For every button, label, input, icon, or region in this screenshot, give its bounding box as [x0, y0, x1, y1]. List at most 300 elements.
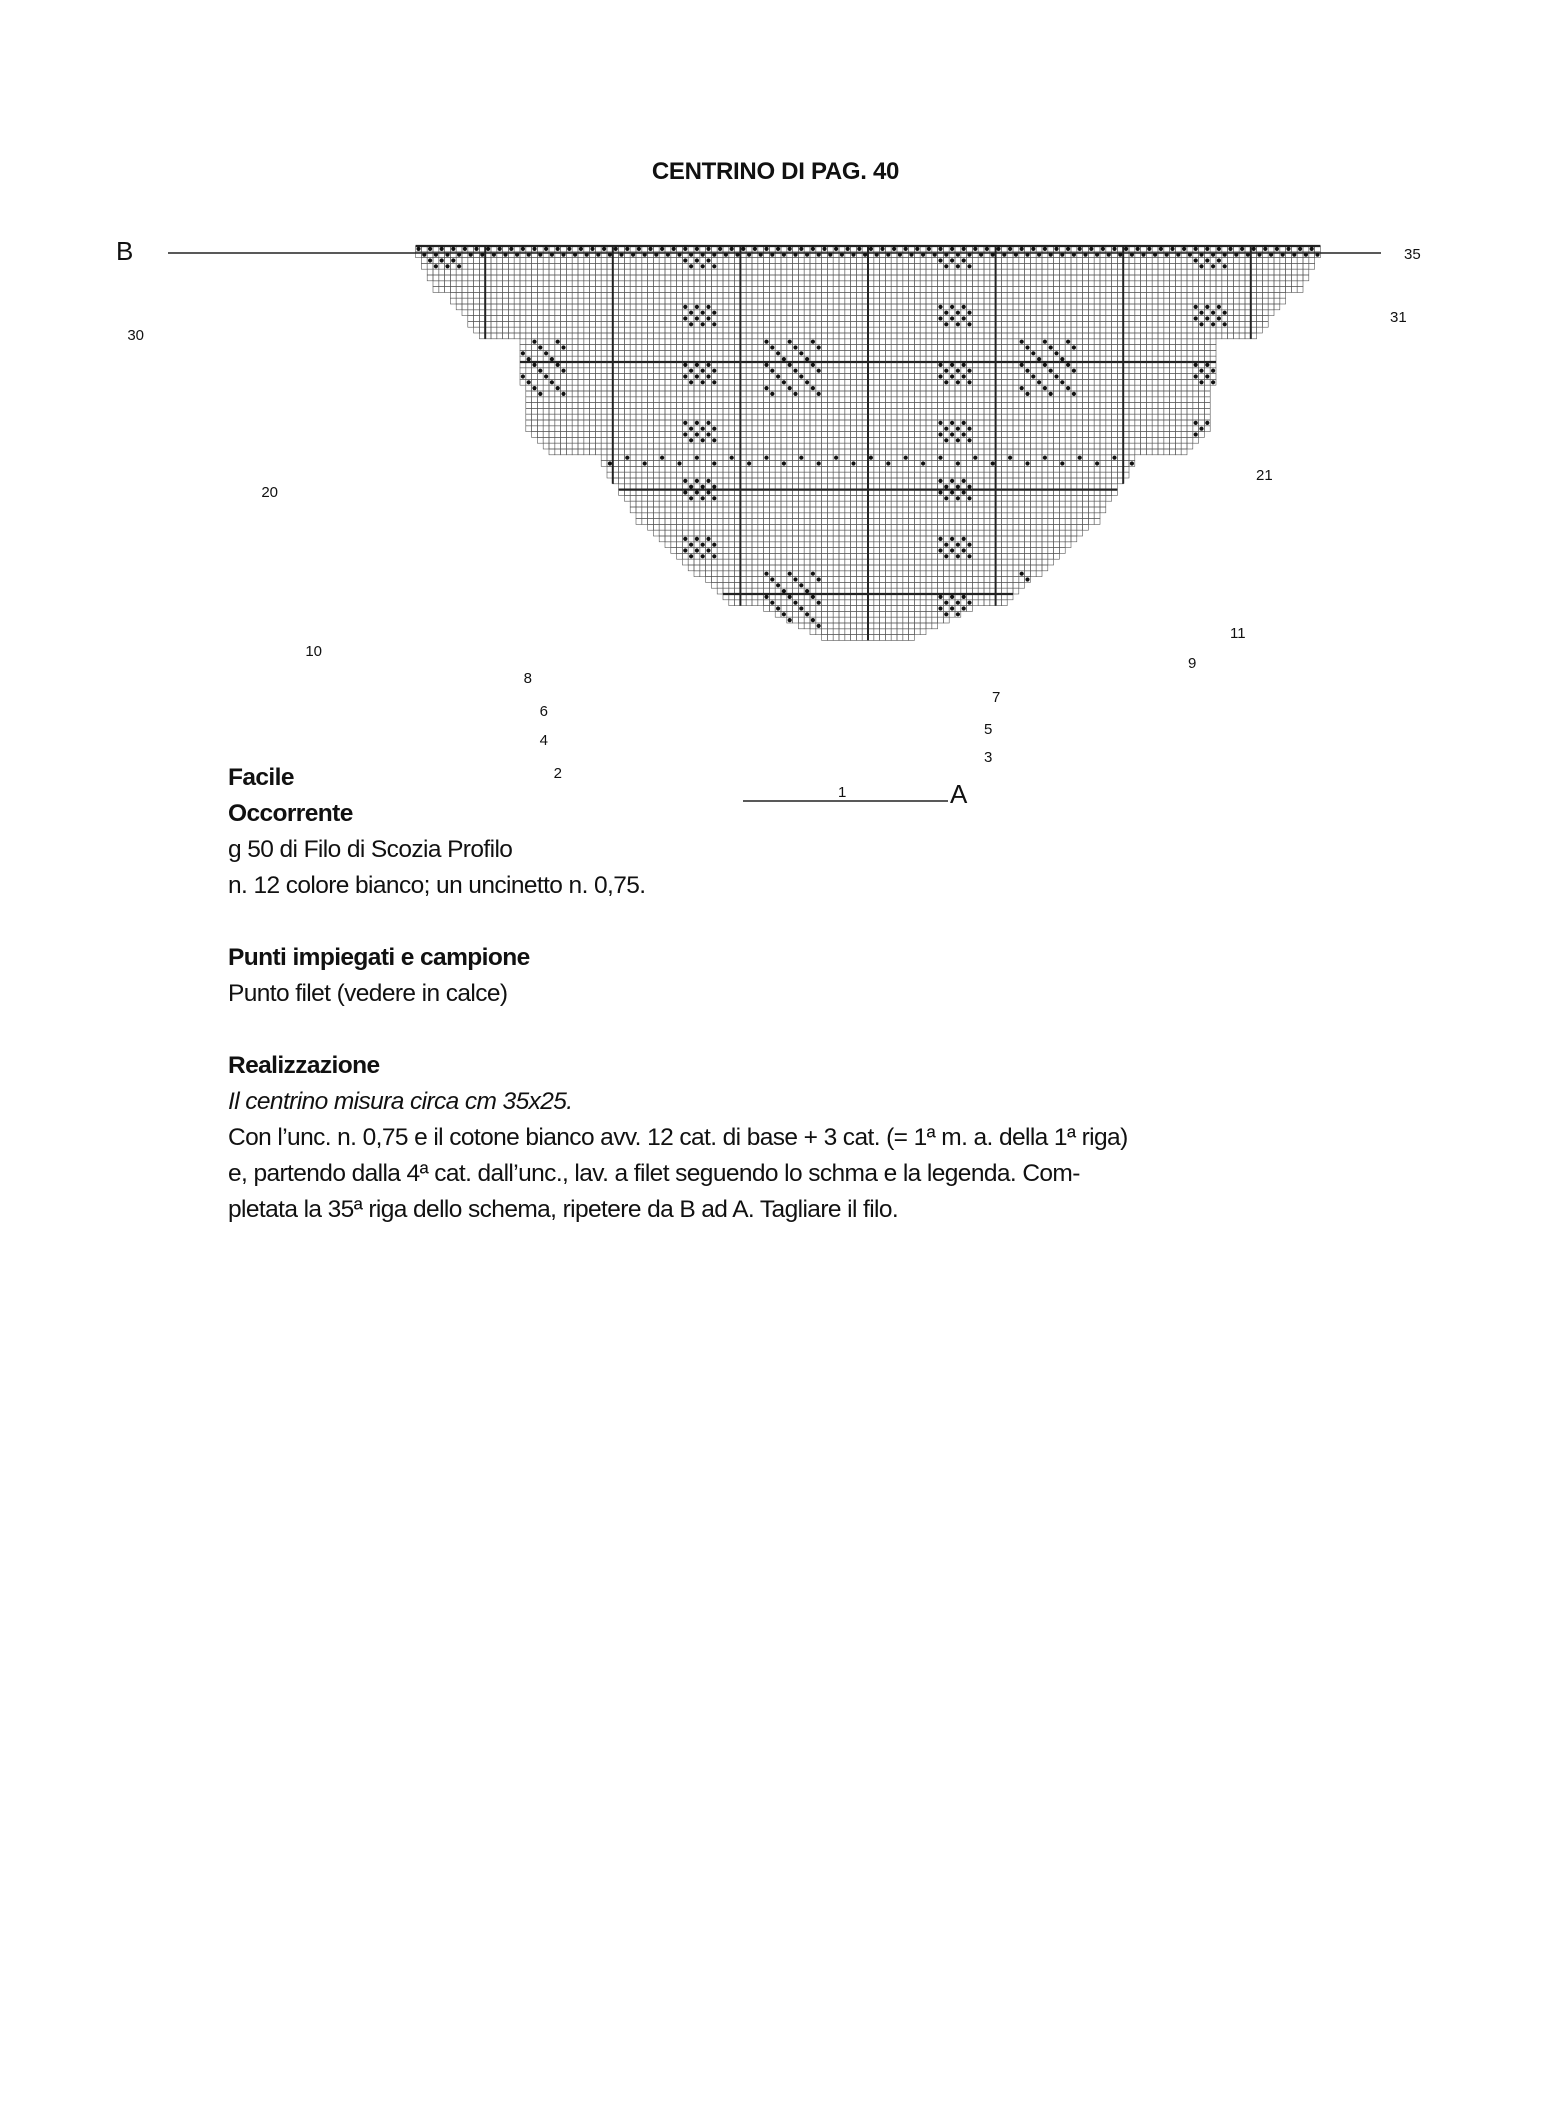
- chart-cell: [920, 316, 926, 322]
- chart-cell: [1181, 350, 1187, 356]
- chart-cell: [491, 321, 497, 327]
- chart-cell: [671, 258, 677, 264]
- chart-cell: [827, 304, 833, 310]
- chart-cell: [845, 379, 851, 385]
- chart-cell: [822, 339, 828, 345]
- chart-cell: [891, 316, 897, 322]
- chart-cell: [1164, 385, 1170, 391]
- chart-cell: [590, 333, 596, 339]
- chart-cell: [1036, 403, 1042, 409]
- chart-cell: [532, 379, 538, 385]
- chart-cell: [578, 443, 584, 449]
- chart-cell: [590, 397, 596, 403]
- chart-cell: [439, 281, 445, 287]
- chart-cell: [880, 310, 886, 316]
- chart-cell: [845, 281, 851, 287]
- chart-cell: [537, 321, 543, 327]
- chart-cell: [903, 281, 909, 287]
- chart-cell: [845, 321, 851, 327]
- chart-cell: [903, 287, 909, 293]
- chart-cell: [758, 258, 764, 264]
- chart-cell: [851, 269, 857, 275]
- chart-cell: [978, 443, 984, 449]
- chart-cell: [595, 432, 601, 438]
- chart-cell: [1036, 304, 1042, 310]
- chart-cell: [1019, 292, 1025, 298]
- chart-cell: [943, 287, 949, 293]
- chart-cell: [642, 385, 648, 391]
- chart-cell: [636, 327, 642, 333]
- chart-cell: [723, 397, 729, 403]
- chart-cell: [1152, 391, 1158, 397]
- chart-cell: [1071, 432, 1077, 438]
- chart-cell: [549, 368, 555, 374]
- chart-cell: [711, 327, 717, 333]
- chart-cell: [1135, 374, 1141, 380]
- chart-cell: [532, 345, 538, 351]
- chart-cell: [1222, 281, 1228, 287]
- chart-cell: [665, 408, 671, 414]
- chart-cell: [1193, 321, 1199, 327]
- chart-cell: [798, 287, 804, 293]
- chart-cell: [1059, 292, 1065, 298]
- chart-cell: [1065, 374, 1071, 380]
- chart-cell: [1030, 339, 1036, 345]
- chart-cell: [1025, 321, 1031, 327]
- chart-cell: [578, 403, 584, 409]
- chart-cell: [636, 426, 642, 432]
- chart-cell: [885, 345, 891, 351]
- chart-cell: [1204, 298, 1210, 304]
- chart-cell: [619, 327, 625, 333]
- chart-cell: [932, 403, 938, 409]
- chart-cell: [793, 298, 799, 304]
- chart-cell: [746, 391, 752, 397]
- chart-cell: [1007, 258, 1013, 264]
- chart-cell: [1135, 321, 1141, 327]
- chart-cell: [926, 287, 932, 293]
- chart-cell: [1094, 275, 1100, 281]
- chart-cell: [1100, 316, 1106, 322]
- chart-cell: [984, 292, 990, 298]
- chart-cell: [700, 408, 706, 414]
- chart-cell: [427, 263, 433, 269]
- chart-cell: [595, 316, 601, 322]
- chart-cell: [804, 414, 810, 420]
- chart-cell: [549, 298, 555, 304]
- chart-cell: [1048, 287, 1054, 293]
- chart-cell: [503, 310, 509, 316]
- chart-cell: [804, 420, 810, 426]
- chart-cell: [1019, 403, 1025, 409]
- chart-cell: [543, 345, 549, 351]
- chart-cell: [1193, 275, 1199, 281]
- chart-cell: [1054, 327, 1060, 333]
- chart-cell: [938, 397, 944, 403]
- chart-cell: [955, 258, 961, 264]
- chart-cell: [1193, 426, 1199, 432]
- chart-cell: [723, 327, 729, 333]
- chart-cell: [885, 350, 891, 356]
- chart-cell: [1077, 281, 1083, 287]
- chart-cell: [769, 397, 775, 403]
- chart-cell: [1071, 374, 1077, 380]
- chart-cell: [642, 304, 648, 310]
- chart-cell: [914, 350, 920, 356]
- chart-cell: [700, 449, 706, 455]
- chart-cell: [520, 339, 526, 345]
- chart-cell: [1135, 345, 1141, 351]
- chart-cell: [1042, 269, 1048, 275]
- chart-cell: [961, 339, 967, 345]
- chart-cell: [1007, 391, 1013, 397]
- chart-cell: [885, 327, 891, 333]
- chart-cell: [682, 437, 688, 443]
- chart-cell: [1141, 426, 1147, 432]
- chart-cell: [764, 408, 770, 414]
- chart-cell: [1175, 287, 1181, 293]
- chart-cell: [1112, 269, 1118, 275]
- chart-cell: [793, 420, 799, 426]
- chart-cell: [584, 374, 590, 380]
- chart-cell: [752, 327, 758, 333]
- chart-cell: [1204, 345, 1210, 351]
- chart-cell: [561, 321, 567, 327]
- chart-cell: [711, 414, 717, 420]
- chart-cell: [682, 321, 688, 327]
- chart-cell: [1193, 287, 1199, 293]
- chart-cell: [764, 397, 770, 403]
- chart-cell: [578, 414, 584, 420]
- chart-cell: [450, 275, 456, 281]
- chart-cell: [491, 292, 497, 298]
- chart-cell: [1065, 304, 1071, 310]
- chart-cell: [497, 287, 503, 293]
- chart-cell: [1100, 269, 1106, 275]
- chart-cell: [688, 432, 694, 438]
- chart-cell: [1048, 455, 1054, 461]
- chart-cell: [984, 258, 990, 264]
- chart-cell: [1007, 437, 1013, 443]
- chart-cell: [682, 350, 688, 356]
- chart-cell: [1036, 455, 1042, 461]
- chart-cell: [1112, 449, 1118, 455]
- chart-cell: [561, 437, 567, 443]
- chart-cell: [1030, 368, 1036, 374]
- chart-cell: [984, 414, 990, 420]
- chart-cell: [1036, 316, 1042, 322]
- chart-cell: [642, 339, 648, 345]
- chart-cell: [578, 281, 584, 287]
- chart-cell: [421, 258, 427, 264]
- chart-cell: [456, 269, 462, 275]
- chart-cell: [1059, 287, 1065, 293]
- chart-cell: [932, 304, 938, 310]
- chart-cell: [769, 287, 775, 293]
- chart-cell: [1204, 391, 1210, 397]
- chart-cell: [561, 258, 567, 264]
- chart-cell: [590, 287, 596, 293]
- chart-cell: [700, 298, 706, 304]
- chart-cell: [816, 263, 822, 269]
- chart-cell: [897, 345, 903, 351]
- chart-cell: [624, 432, 630, 438]
- chart-cell: [897, 339, 903, 345]
- chart-cell: [711, 385, 717, 391]
- chart-cell: [781, 263, 787, 269]
- chart-cell: [1112, 327, 1118, 333]
- chart-cell: [1019, 269, 1025, 275]
- chart-cell: [578, 316, 584, 322]
- chart-cell: [1094, 281, 1100, 287]
- chart-cell: [636, 304, 642, 310]
- chart-cell: [764, 304, 770, 310]
- chart-cell: [526, 350, 532, 356]
- chart-cell: [1013, 350, 1019, 356]
- chart-cell: [1077, 368, 1083, 374]
- chart-cell: [909, 408, 915, 414]
- chart-cell: [630, 298, 636, 304]
- chart-cell: [659, 292, 665, 298]
- chart-cell: [1135, 263, 1141, 269]
- chart-cell: [1025, 397, 1031, 403]
- chart-cell: [1077, 443, 1083, 449]
- chart-cell: [943, 304, 949, 310]
- chart-cell: [1187, 432, 1193, 438]
- chart-cell: [943, 298, 949, 304]
- chart-cell: [1146, 292, 1152, 298]
- chart-cell: [833, 269, 839, 275]
- chart-cell: [1077, 345, 1083, 351]
- chart-cell: [1146, 333, 1152, 339]
- chart-cell: [787, 374, 793, 380]
- chart-cell: [584, 321, 590, 327]
- chart-cell: [1170, 408, 1176, 414]
- chart-cell: [1030, 275, 1036, 281]
- chart-cell: [1088, 258, 1094, 264]
- chart-cell: [845, 345, 851, 351]
- chart-cell: [520, 258, 526, 264]
- chart-cell: [955, 287, 961, 293]
- chart-cell: [1158, 316, 1164, 322]
- chart-cell: [822, 391, 828, 397]
- chart-cell: [827, 339, 833, 345]
- chart-cell: [671, 437, 677, 443]
- chart-cell: [474, 258, 480, 264]
- chart-cell: [1065, 269, 1071, 275]
- chart-cell: [648, 455, 654, 461]
- chart-cell: [897, 298, 903, 304]
- chart-cell: [787, 408, 793, 414]
- chart-cell: [1077, 420, 1083, 426]
- chart-cell: [694, 408, 700, 414]
- chart-cell: [653, 374, 659, 380]
- chart-cell: [827, 350, 833, 356]
- chart-cell: [793, 258, 799, 264]
- chart-cell: [1222, 298, 1228, 304]
- chart-cell: [845, 414, 851, 420]
- chart-cell: [926, 408, 932, 414]
- chart-cell: [566, 339, 572, 345]
- chart-cell: [1268, 263, 1274, 269]
- chart-cell: [804, 408, 810, 414]
- chart-cell: [1297, 275, 1303, 281]
- chart-cell: [572, 449, 578, 455]
- chart-cell: [711, 339, 717, 345]
- chart-cell: [1129, 374, 1135, 380]
- chart-cell: [816, 385, 822, 391]
- chart-cell: [891, 379, 897, 385]
- chart-cell: [572, 385, 578, 391]
- chart-cell: [1001, 275, 1007, 281]
- chart-cell: [1170, 437, 1176, 443]
- chart-cell: [978, 275, 984, 281]
- chart-cell: [984, 455, 990, 461]
- chart-cell: [1129, 403, 1135, 409]
- chart-cell: [1129, 287, 1135, 293]
- chart-cell: [810, 269, 816, 275]
- chart-cell: [1013, 327, 1019, 333]
- chart-cell: [595, 414, 601, 420]
- chart-cell: [764, 275, 770, 281]
- chart-cell: [984, 327, 990, 333]
- chart-cell: [578, 263, 584, 269]
- chart-cell: [630, 461, 636, 467]
- chart-cell: [845, 420, 851, 426]
- chart-cell: [833, 275, 839, 281]
- chart-cell: [1112, 385, 1118, 391]
- chart-cell: [532, 374, 538, 380]
- chart-cell: [874, 443, 880, 449]
- chart-cell: [1100, 408, 1106, 414]
- chart-cell: [1274, 263, 1280, 269]
- chart-cell: [1088, 298, 1094, 304]
- chart-cell: [856, 263, 862, 269]
- chart-cell: [566, 304, 572, 310]
- chart-cell: [1297, 263, 1303, 269]
- chart-cell: [1019, 443, 1025, 449]
- chart-cell: [967, 403, 973, 409]
- chart-cell: [880, 298, 886, 304]
- chart-cell: [775, 281, 781, 287]
- chart-cell: [880, 420, 886, 426]
- chart-cell: [520, 310, 526, 316]
- chart-cell: [920, 437, 926, 443]
- chart-cell: [578, 258, 584, 264]
- chart-cell: [1036, 345, 1042, 351]
- chart-cell: [746, 275, 752, 281]
- chart-cell: [1083, 455, 1089, 461]
- chart-cell: [729, 420, 735, 426]
- chart-cell: [822, 443, 828, 449]
- chart-cell: [775, 316, 781, 322]
- chart-cell: [584, 397, 590, 403]
- chart-cell: [474, 298, 480, 304]
- chart-cell: [555, 292, 561, 298]
- chart-cell: [1042, 432, 1048, 438]
- chart-cell: [1007, 397, 1013, 403]
- chart-cell: [1141, 403, 1147, 409]
- chart-cell: [1193, 437, 1199, 443]
- chart-cell: [874, 432, 880, 438]
- chart-cell: [967, 258, 973, 264]
- chart-cell: [1106, 339, 1112, 345]
- chart-cell: [949, 339, 955, 345]
- chart-cell: [1048, 437, 1054, 443]
- chart-cell: [648, 333, 654, 339]
- chart-cell: [497, 310, 503, 316]
- chart-cell: [1036, 449, 1042, 455]
- chart-cell: [682, 391, 688, 397]
- chart-cell: [1054, 414, 1060, 420]
- chart-cell: [729, 414, 735, 420]
- chart-cell: [769, 455, 775, 461]
- chart-cell: [1152, 350, 1158, 356]
- chart-cell: [758, 385, 764, 391]
- chart-cell: [624, 269, 630, 275]
- chart-cell: [572, 397, 578, 403]
- chart-cell: [1233, 258, 1239, 264]
- chart-cell: [642, 316, 648, 322]
- chart-cell: [891, 269, 897, 275]
- chart-cell: [1187, 281, 1193, 287]
- chart-cell: [1036, 292, 1042, 298]
- chart-cell: [694, 437, 700, 443]
- chart-cell: [1303, 258, 1309, 264]
- chart-cell: [816, 327, 822, 333]
- chart-cell: [816, 310, 822, 316]
- chart-cell: [885, 368, 891, 374]
- chart-cell: [897, 292, 903, 298]
- chart-cell: [949, 449, 955, 455]
- chart-cell: [932, 316, 938, 322]
- chart-cell: [630, 281, 636, 287]
- chart-cell: [468, 304, 474, 310]
- chart-cell: [1025, 426, 1031, 432]
- chart-cell: [810, 327, 816, 333]
- chart-cell: [619, 292, 625, 298]
- chart-cell: [972, 345, 978, 351]
- chart-cell: [1054, 420, 1060, 426]
- chart-cell: [590, 426, 596, 432]
- chart-cell: [1239, 327, 1245, 333]
- chart-cell: [526, 345, 532, 351]
- chart-cell: [839, 350, 845, 356]
- chart-cell: [636, 420, 642, 426]
- chart-cell: [920, 391, 926, 397]
- chart-cell: [561, 385, 567, 391]
- chart-cell: [978, 321, 984, 327]
- chart-cell: [938, 379, 944, 385]
- chart-cell: [914, 432, 920, 438]
- chart-cell: [578, 350, 584, 356]
- chart-cell: [578, 339, 584, 345]
- chart-cell: [1146, 304, 1152, 310]
- chart-cell: [1170, 269, 1176, 275]
- chart-cell: [949, 298, 955, 304]
- chart-cell: [874, 258, 880, 264]
- chart-cell: [1152, 263, 1158, 269]
- chart-cell: [711, 443, 717, 449]
- chart-cell: [1268, 281, 1274, 287]
- chart-cell: [630, 310, 636, 316]
- chart-cell: [891, 263, 897, 269]
- chart-cell: [549, 350, 555, 356]
- chart-cell: [885, 449, 891, 455]
- chart-cell: [1071, 258, 1077, 264]
- chart-cell: [508, 304, 514, 310]
- chart-cell: [943, 420, 949, 426]
